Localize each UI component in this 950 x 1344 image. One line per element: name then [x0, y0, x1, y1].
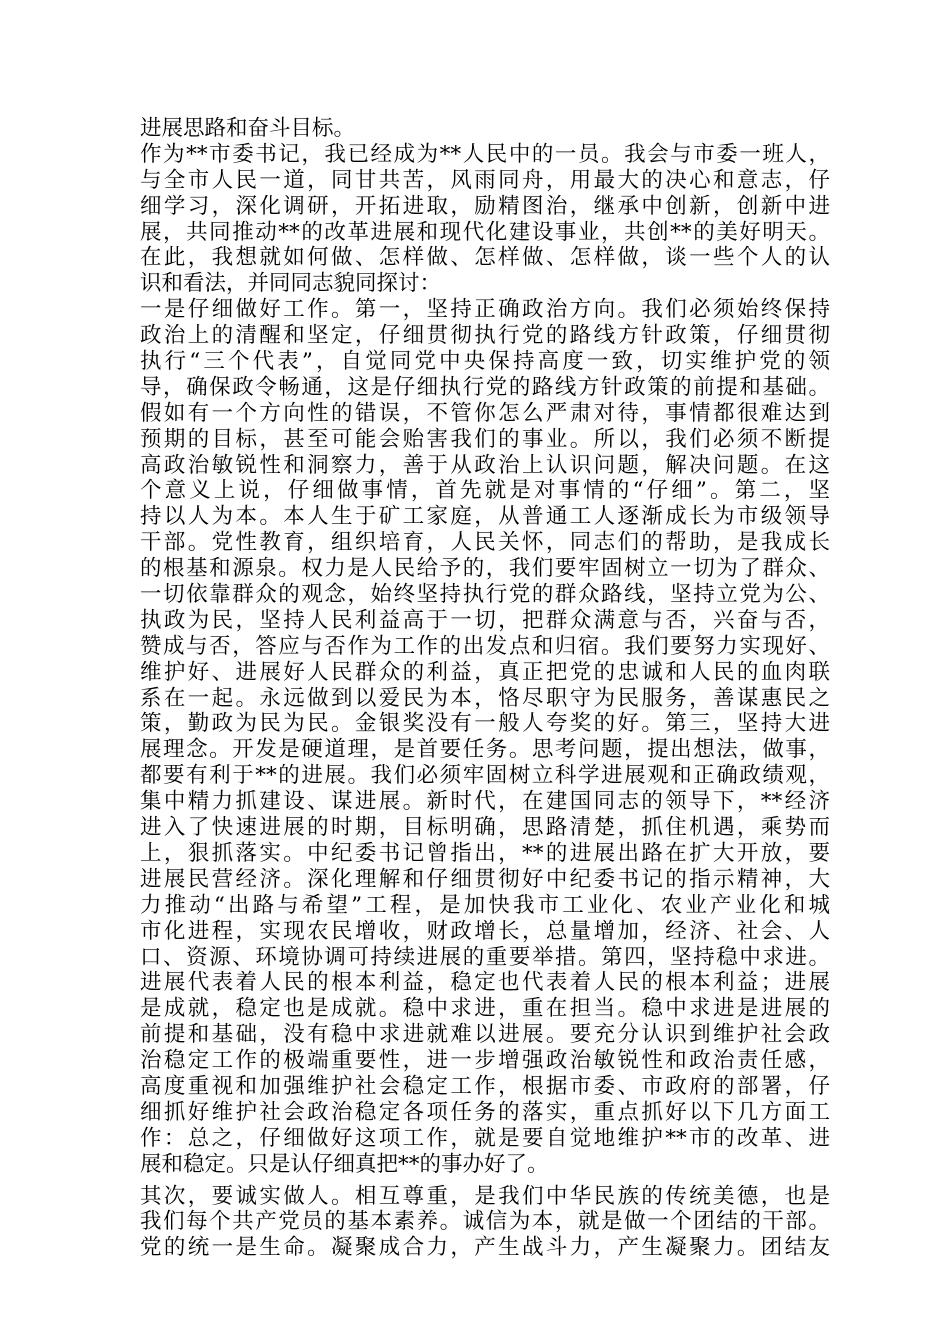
text-line: 的根基和源泉。权力是人民给予的，我们要牢固树立一切为了群众、 [140, 556, 830, 582]
text-line: 干部。党性教育，组织培育，人民关怀，同志们的帮助，是我成长 [140, 530, 830, 556]
text-line: 是成就，稳定也是成就。稳中求进，重在担当。稳中求进是进展的 [140, 996, 830, 1022]
text-line: 系在一起。永远做到以爱民为本，恪尽职守为民服务，善谋惠民之 [140, 685, 830, 711]
text-line: 上，狠抓落实。中纪委书记曾指出，**的进展出路在扩大开放，要 [140, 840, 830, 866]
text-line: 展理念。开发是硬道理，是首要任务。思考问题，提出想法，做事， [140, 737, 830, 763]
text-line: 导，确保政令畅通，这是仔细执行党的路线方针政策的前提和基础。 [140, 374, 830, 400]
text-line: 力推动“出路与希望”工程，是加快我市工业化、农业产业化和城 [140, 892, 830, 918]
text-line: 政治上的清醒和坚定，仔细贯彻执行党的路线方针政策，仔细贯彻 [140, 323, 830, 349]
text-line: 集中精力抓建设、谋进展。新时代，在建国同志的领导下，**经济 [140, 789, 830, 815]
document-body [140, 116, 830, 1261]
text-line: 都要有利于**的进展。我们必须牢固树立科学进展观和正确政绩观， [140, 763, 830, 789]
text-line: 作为**市委书记，我已经成为**人民中的一员。我会与市委一班人， [140, 141, 830, 167]
text-line: 前提和基础，没有稳中求进就难以进展。要充分认识到维护社会政 [140, 1022, 830, 1048]
text-line: 维护好、进展好人民群众的利益，真正把党的忠诚和人民的血肉联 [140, 659, 830, 685]
text-line: 党的统一是生命。凝聚成合力，产生战斗力，产生凝聚力。团结友 [140, 1235, 830, 1261]
text-line: 其次，要诚实做人。相互尊重，是我们中华民族的传统美德，也是 [140, 1183, 830, 1209]
text-line: 口、资源、环境协调可持续进展的重要举措。第四，坚持稳中求进。 [140, 944, 830, 970]
text-line: 持以人为本。本人生于矿工家庭，从普通工人逐渐成长为市级领导 [140, 504, 830, 530]
text-line: 我们每个共产党员的基本素养。诚信为本，就是做一个团结的干部。 [140, 1209, 830, 1235]
text-line: 展和稳定。只是认仔细真把**的事办好了。 [140, 1151, 549, 1177]
text-line: 进展思路和奋斗目标。 [140, 116, 356, 141]
text-line: 一切依靠群众的观念，始终坚持执行党的群众路线，坚持立党为公、 [140, 582, 830, 608]
text-line: 进展代表着人民的根本利益，稳定也代表着人民的根本利益；进展 [140, 970, 830, 996]
text-line: 展，共同推动**的改革进展和现代化建设事业，共创**的美好明天。 [140, 219, 830, 245]
text-line: 个意义上说，仔细做事情，首先就是对事情的“仔细”。第二，坚 [140, 478, 830, 504]
text-line: 高度重视和加强维护社会稳定工作，根据市委、市政府的部署，仔 [140, 1073, 830, 1099]
text-line: 进入了快速进展的时期，目标明确，思路清楚，抓住机遇，乘势而 [140, 815, 830, 841]
text-line: 细学习，深化调研，开拓进取，励精图治，继承中创新，创新中进 [140, 193, 830, 219]
text-line: 与全市人民一道，同甘共苦，风雨同舟，用最大的决心和意志，仔 [140, 167, 830, 193]
text-line: 作：总之，仔细做好这项工作，就是要自觉地维护**市的改革、进 [140, 1125, 830, 1151]
text-line: 治稳定工作的极端重要性，进一步增强政治敏锐性和政治责任感， [140, 1048, 830, 1074]
text-line: 预期的目标，甚至可能会贻害我们的事业。所以，我们必须不断提 [140, 426, 830, 452]
text-line: 细抓好维护社会政治稳定各项任务的落实，重点抓好以下几方面工 [140, 1099, 830, 1125]
text-line: 高政治敏锐性和洞察力，善于从政治上认识问题，解决问题。在这 [140, 452, 830, 478]
text-line: 赞成与否，答应与否作为工作的出发点和归宿。我们要努力实现好、 [140, 633, 830, 659]
text-line: 一是仔细做好工作。第一，坚持正确政治方向。我们必须始终保持 [140, 297, 830, 323]
text-line: 执政为民，坚持人民利益高于一切，把群众满意与否，兴奋与否， [140, 607, 830, 633]
text-line: 执行“三个代表”，自觉同党中央保持高度一致，切实维护党的领 [140, 349, 830, 375]
text-line: 识和看法，并同同志貌同探讨： [140, 271, 442, 297]
text-line: 假如有一个方向性的错误，不管你怎么严肃对待，事情都很难达到 [140, 400, 830, 426]
text-line: 市化进程，实现农民增收，财政增长，总量增加，经济、社会、人 [140, 918, 830, 944]
text-line: 在此，我想就如何做、怎样做、怎样做、怎样做，谈一些个人的认 [140, 245, 830, 271]
text-line: 策，勤政为民为民。金银奖没有一般人夸奖的好。第三，坚持大进 [140, 711, 830, 737]
text-line: 进展民营经济。深化理解和仔细贯彻好中纪委书记的指示精神，大 [140, 866, 830, 892]
